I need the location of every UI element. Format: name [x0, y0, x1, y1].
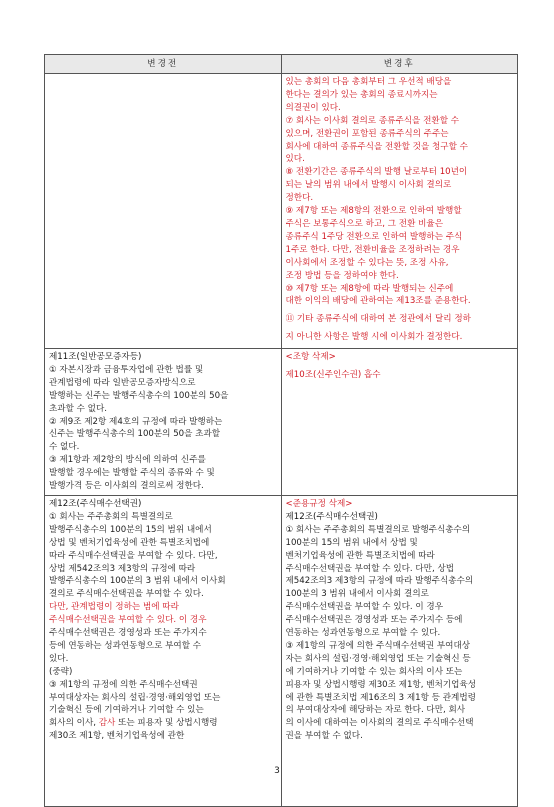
row1-after-cell [281, 74, 518, 349]
text-line: 의 부여대상자에 해당하는 자로 한다. 다만, 회사 [285, 705, 466, 716]
row3-before-cell [45, 495, 282, 806]
text-line: 회사에 대하여 종류주식을 전환할 것을 청구할 수 [285, 141, 468, 152]
text-line [49, 717, 277, 730]
text-line: 발행주식총수의 100분의 3 범위 내에서 이사회 [49, 576, 226, 587]
text-line: 상법 제542조의3 제3항의 규정에 따라 [49, 563, 196, 574]
table-header-row [45, 55, 518, 74]
row2-after-cell [281, 349, 518, 496]
text-line: 발행하는 신주는 발행주식총수의 100분의 50을 [49, 390, 229, 401]
article-title: 제12조(주식매수선택권) [285, 511, 378, 522]
row3-after-cell [281, 495, 518, 806]
text-line: 피용자 및 상법시행령 제30조 제1항, 벤처기업육성 [285, 679, 477, 690]
text-line: 의결권이 있다. [285, 102, 341, 113]
text-line: 다만, 관계법령이 정하는 범에 따라 [49, 602, 179, 613]
text-line: <준용규정 삭제> [285, 498, 353, 509]
text-line: 부여대상자는 회사의 설립·경영·해외영업 또는 [49, 692, 221, 703]
text-line: 결의로 주식매수선택권을 부여할 수 있다. [49, 589, 204, 600]
text-line: 따라 주식매수선택권을 부여할 수 있다. 다만, [49, 550, 218, 561]
text-line: ① 회사는 주주총회의 특별결의로 [49, 511, 173, 522]
text-line: ① 자본시장과 금융투자업에 관한 법률 및 [49, 364, 204, 375]
text-line: ⑧ 전환기간은 종류주식의 발행 날로부터 10년이 [285, 167, 468, 178]
text-line: 정한다. [285, 193, 314, 204]
text-line: 있다. [285, 154, 305, 165]
header-before: 변경전 [45, 55, 282, 74]
text-line: 대한 이익의 배당에 관하여는 제13조를 준용한다. [285, 296, 471, 307]
text-line: 있으며, 전환권이 포함된 종류주식의 주주는 [285, 128, 449, 139]
text-line: 상법 및 벤처기업육성에 관한 특별조치법에 [49, 537, 210, 548]
text-line: 수 없다. [49, 442, 80, 453]
text-line: ⑨ 제7항 또는 제8항의 전환으로 인하여 발행할 [285, 206, 462, 217]
header-after: 변경후 [281, 55, 518, 74]
text-line: <조항 삭제> [285, 352, 336, 362]
text-line: 100분의 3 범위 내에서 이사회 결의로 [285, 589, 429, 600]
text-line: 발행가격 등은 이사회의 결의로써 정한다. [49, 481, 204, 492]
text-line: 발행할 경우에는 발행할 주식의 종류와 수 및 [49, 468, 215, 479]
text-line: 지 아니한 사항은 발행 시에 이사회가 결정한다. [285, 332, 463, 343]
text-line: 발행주식총수의 100분의 15의 범위 내에서 [49, 524, 212, 535]
text-line: 있는 총회의 다음 총회부터 그 우선적 배당을 [285, 77, 452, 87]
text-line: 1주로 한다. 다만, 전환비율을 조정하려는 경우 [285, 244, 460, 255]
text-line: 에 관한 특별조치법 제16조의 3 제1항 등 관계법령 [285, 692, 476, 703]
table-row [45, 74, 518, 349]
text-line: 제542조의3 제3항의 규정에 따라 발행주식총수의 [285, 576, 474, 587]
text-line: ③ 제1항과 제2항의 방식에 의하여 신주를 [49, 455, 206, 466]
text-line: 주식은 보통주식으로 하고, 그 전환 비율은 [285, 218, 444, 229]
text-line: 제30조 제1항, 벤처기업육성에 관한 [49, 731, 185, 742]
text-line: 관계법령에 따라 일반공모증자방식으로 [49, 377, 196, 388]
text-line: 주식매수선택권을 부여할 수 있다. 다만, 상법 [285, 563, 455, 574]
table-row [45, 495, 518, 806]
comparison-table [44, 54, 518, 807]
text-line: 이사회에서 조정할 수 있다는 뜻, 조정 사유, [285, 257, 449, 268]
article-title: 제12조(주식매수선택권) [49, 498, 142, 509]
text-line: ③ 제1항의 규정에 의한 주식매수선택권 부여대상 [285, 640, 471, 651]
text-line: 주식매수선택권을 부여할 수 있다. 이 경우 [49, 615, 207, 626]
text-line: 주식매수선택권은 경영성과 또는 주가지수 등에 [285, 615, 463, 626]
text-line: ⑩ 제7항 또는 제8항에 따라 발행되는 신주에 [285, 283, 454, 294]
text-line: 한다는 결의가 있는 총회의 종료시까지는 [285, 89, 438, 100]
text-line: 주식매수선택권은 경영성과 또는 주가지수 [49, 628, 207, 639]
text-line: 에 기여하거나 기여할 수 있는 회사의 이사 또는 [285, 666, 463, 677]
text-part: 회사의 이사, [49, 718, 99, 729]
text-line: 주식매수선택권을 부여할 수 있다. 이 경우 [285, 602, 444, 613]
text-line: 되는 날의 범위 내에서 발행시 이사회 결의로 [285, 180, 452, 191]
text-line: 연동하는 성과연동형으로 부여할 수 있다. [285, 628, 441, 639]
text-line: ⑪ 기타 종류주식에 대하여 본 정관에서 달리 정하 [285, 314, 471, 325]
text-part: 또는 피용자 및 상법시행령 [115, 718, 218, 729]
text-line: (중략) [49, 666, 73, 677]
text-line: 100분의 15의 범위 내에서 상법 및 [285, 537, 418, 548]
row2-before-cell [45, 349, 282, 496]
text-line: 조정 방법 등을 정하여야 한다. [285, 270, 399, 281]
text-line: 제10조(신주인수권) 흡수 [285, 369, 381, 380]
text-line: 자는 회사의 설립·경영·해외영업 또는 기술혁신 등 [285, 653, 471, 664]
text-line: 의 이사에 대하여는 이사회의 결의로 주식매수선택 [285, 718, 474, 729]
text-part-highlight: 감사 [98, 718, 116, 729]
text-line: 등에 연동하는 성과연동형으로 부여할 수 [49, 640, 202, 651]
row1-before-cell [45, 74, 282, 349]
text-line: 있다. [49, 653, 69, 664]
text-line: 신주는 발행주식총수의 100분의 50을 초과할 [49, 429, 221, 440]
text-line: 종류주식 1주당 전환으로 인하여 발행하는 주식 [285, 231, 463, 242]
text-line: ① 회사는 주주총회의 특별결의로 발행주식총수의 [285, 524, 471, 535]
text-line: ⑦ 회사는 이사회 결의로 종류주식을 전환할 수 [285, 115, 460, 126]
text-line: 권을 부여할 수 없다. [285, 731, 363, 742]
text-line: ③ 제1항의 규정에 의한 주식매수선택권 [49, 679, 198, 690]
article-title: 제11조(일반공모증자등) [49, 352, 142, 362]
table-row [45, 349, 518, 496]
text-line: 벤처기업육성에 관한 특별조치법에 따라 [285, 550, 435, 561]
page-number: 3 [274, 766, 280, 776]
text-line: 기술혁신 등에 기여하거나 기여할 수 있는 [49, 705, 204, 716]
text-line: 초과할 수 없다. [49, 403, 108, 414]
text-line: ② 제9조 제2항 제4호의 규정에 따라 발행하는 [49, 416, 223, 427]
